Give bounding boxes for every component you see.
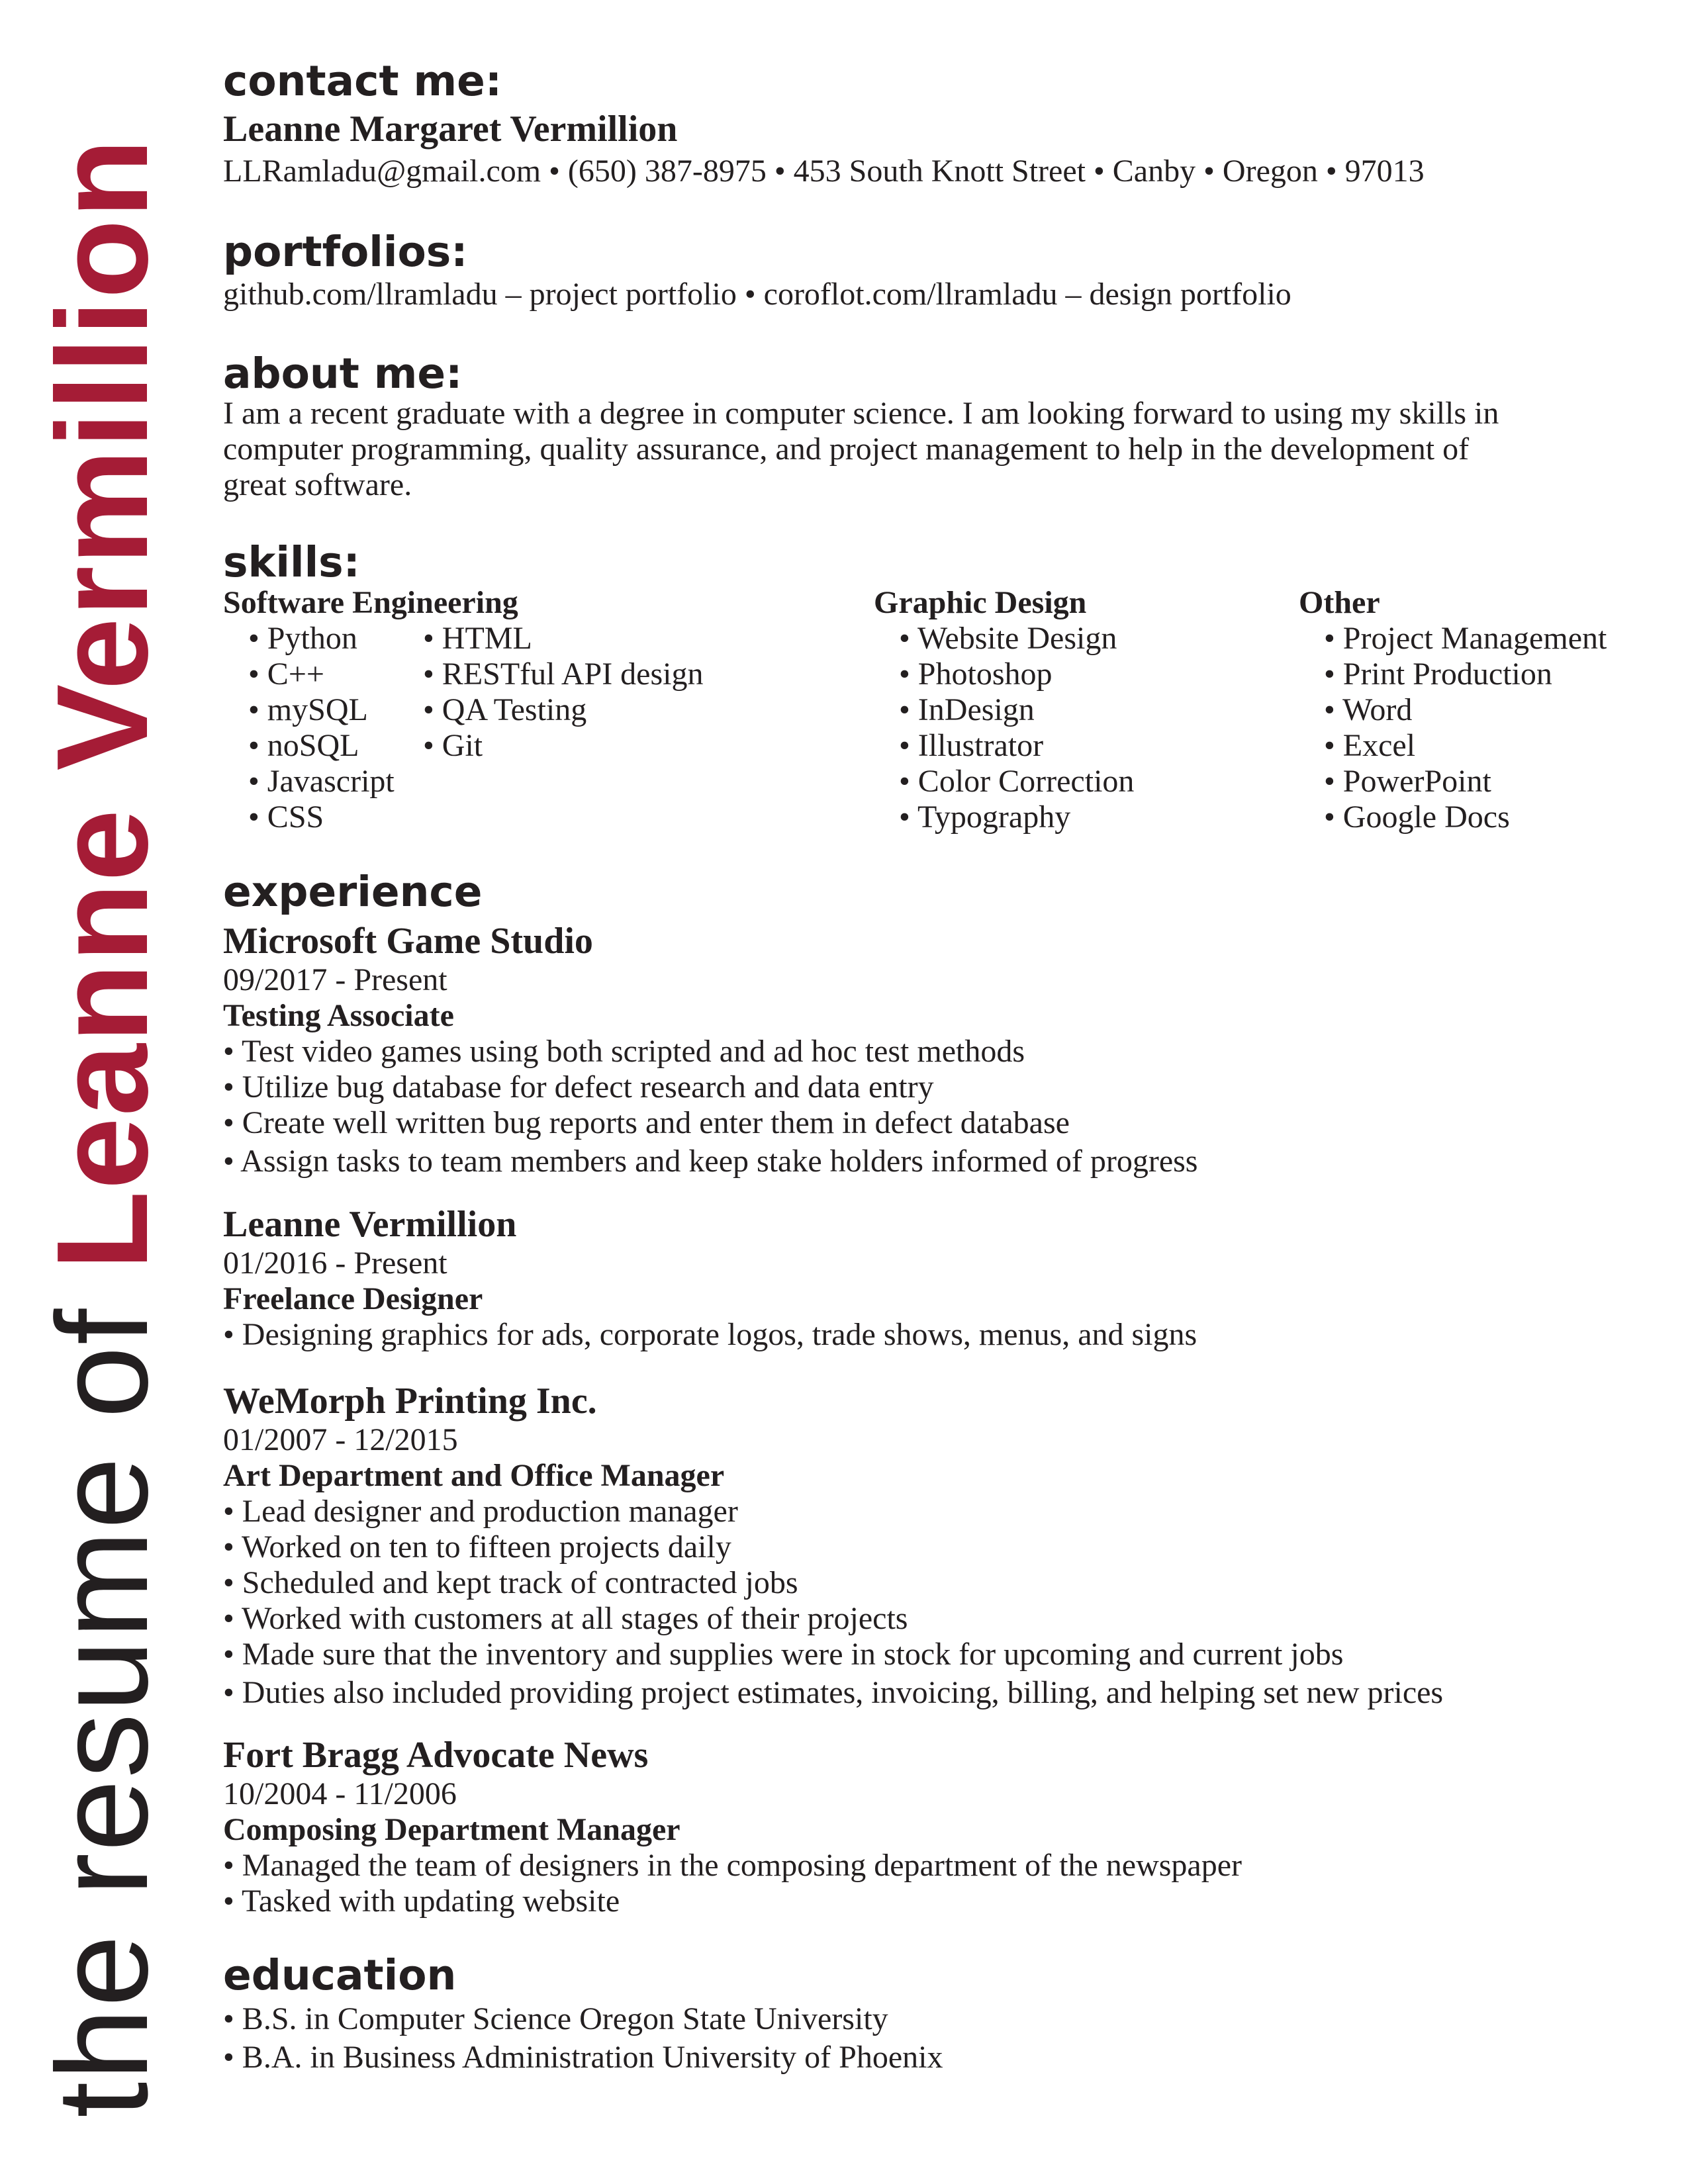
- job-role: Art Department and Office Manager: [223, 1458, 725, 1493]
- skill-item: • Javascript: [248, 764, 395, 799]
- job-bullet: • Made sure that the inventory and supplies were in stock for upcoming and current jobs: [223, 1637, 1344, 1672]
- skill-item: • Excel: [1324, 728, 1416, 763]
- skill-item: • Project Management: [1324, 621, 1607, 656]
- job-role: Freelance Designer: [223, 1281, 483, 1316]
- skills-graphic-title: Graphic Design: [874, 585, 1087, 620]
- job-company: Microsoft Game Studio: [223, 921, 593, 962]
- job-bullets: [223, 1494, 1443, 1711]
- skills-other: [1299, 585, 1607, 835]
- side-title: [30, 137, 175, 2118]
- skill-item: • noSQL: [248, 728, 359, 763]
- side-title-prefix: the resume of: [30, 1270, 175, 2118]
- skill-item: • HTML: [423, 621, 532, 656]
- job-bullet: • Assign tasks to team members and keep stake holders informed of progress: [223, 1144, 1198, 1179]
- skill-item: • PowerPoint: [1324, 764, 1491, 799]
- job-dates: 09/2017 - Present: [223, 962, 447, 997]
- job-bullet: • Designing graphics for ads, corporate logos, trade shows, menus, and signs: [223, 1317, 1197, 1352]
- job-role: Composing Department Manager: [223, 1812, 680, 1847]
- job-bullet: • Managed the team of designers in the composing department of the newspaper: [223, 1848, 1242, 1883]
- skill-item: • Print Production: [1324, 657, 1552, 692]
- job-bullet: • Utilize bug database for defect research and data entry: [223, 1069, 934, 1105]
- about-line: I am a recent graduate with a degree in computer science. I am looking forward to using my skills in: [223, 396, 1499, 431]
- job-company: Leanne Vermillion: [223, 1204, 517, 1245]
- skill-item: • RESTful API design: [423, 657, 704, 692]
- job-entry: [223, 1203, 1197, 1353]
- job-bullet: • Test video games using both scripted and ad hoc test methods: [223, 1034, 1025, 1069]
- skills-software-list-2: [423, 621, 704, 764]
- education-item: • B.A. in Business Administration University of Phoenix: [223, 2040, 943, 2075]
- job-bullet: • Worked with customers at all stages of their projects: [223, 1601, 908, 1636]
- job-dates: 01/2016 - Present: [223, 1246, 447, 1281]
- job-bullet: • Duties also included providing project estimates, invoicing, billing, and helping set new prices: [223, 1675, 1444, 1710]
- contact-name: Leanne Margaret Vermillion: [223, 109, 678, 150]
- job-company: WeMorph Printing Inc.: [223, 1381, 597, 1422]
- job-entry: [223, 920, 1197, 1179]
- job-dates: 01/2007 - 12/2015: [223, 1422, 458, 1457]
- job-bullet: • Lead designer and production manager: [223, 1494, 738, 1529]
- job-entry: [223, 1734, 1242, 1919]
- skill-item: • Google Docs: [1324, 799, 1510, 835]
- skills-graphic-list: [899, 621, 1134, 835]
- skill-item: • Color Correction: [899, 764, 1135, 799]
- job-bullets: [223, 1848, 1242, 1919]
- side-title-name: Leanne Vermillion: [30, 137, 175, 1271]
- job-bullet: • Create well written bug reports and enter them in defect database: [223, 1105, 1070, 1140]
- education-item: • B.S. in Computer Science Oregon State University: [223, 2001, 888, 2036]
- skill-item: • Typography: [899, 799, 1071, 835]
- job-role: Testing Associate: [223, 998, 454, 1033]
- skill-item: • QA Testing: [423, 692, 587, 727]
- contact-heading: contact me:: [223, 57, 502, 105]
- skill-item: • CSS: [248, 799, 324, 835]
- about-line: computer programming, quality assurance, and project management to help in the development of: [223, 432, 1470, 467]
- contact-details: LLRamladu@gmail.com • (650) 387-8975 • 453 South Knott Street • Canby • Oregon • 97013: [223, 154, 1425, 189]
- skills-graphic: [874, 585, 1134, 835]
- job-company: Fort Bragg Advocate News: [223, 1735, 649, 1776]
- job-bullets: [223, 1317, 1197, 1353]
- education-heading: education: [223, 1951, 457, 1999]
- skills-other-list: [1324, 621, 1607, 835]
- job-bullet: • Tasked with updating website: [223, 1884, 620, 1919]
- skill-item: • Word: [1324, 692, 1413, 727]
- skill-item: • Python: [248, 621, 357, 656]
- education-list: [223, 2001, 943, 2075]
- job-dates: 10/2004 - 11/2006: [223, 1776, 457, 1811]
- job-bullet: • Worked on ten to fifteen projects daily: [223, 1529, 731, 1565]
- portfolios-text: github.com/llramladu – project portfolio • coroflot.com/llramladu – design portfolio: [223, 277, 1291, 312]
- skill-item: • InDesign: [899, 692, 1035, 727]
- job-entry: [223, 1380, 1443, 1711]
- job-bullets: [223, 1034, 1197, 1179]
- skill-item: • Website Design: [899, 621, 1117, 656]
- skills-software-title: Software Engineering: [223, 585, 518, 620]
- skill-item: • mySQL: [248, 692, 368, 727]
- job-bullet: • Scheduled and kept track of contracted jobs: [223, 1565, 798, 1600]
- skill-item: • Photoshop: [899, 657, 1053, 692]
- experience-heading: experience: [223, 868, 483, 916]
- skills-other-title: Other: [1299, 585, 1380, 620]
- skills-heading: skills:: [223, 538, 360, 586]
- skill-item: • Git: [423, 728, 483, 763]
- skill-item: • Illustrator: [899, 728, 1044, 763]
- skill-item: • C++: [248, 657, 324, 692]
- portfolios-heading: portfolios:: [223, 228, 468, 276]
- about-heading: about me:: [223, 349, 463, 398]
- about-line: great software.: [223, 467, 412, 502]
